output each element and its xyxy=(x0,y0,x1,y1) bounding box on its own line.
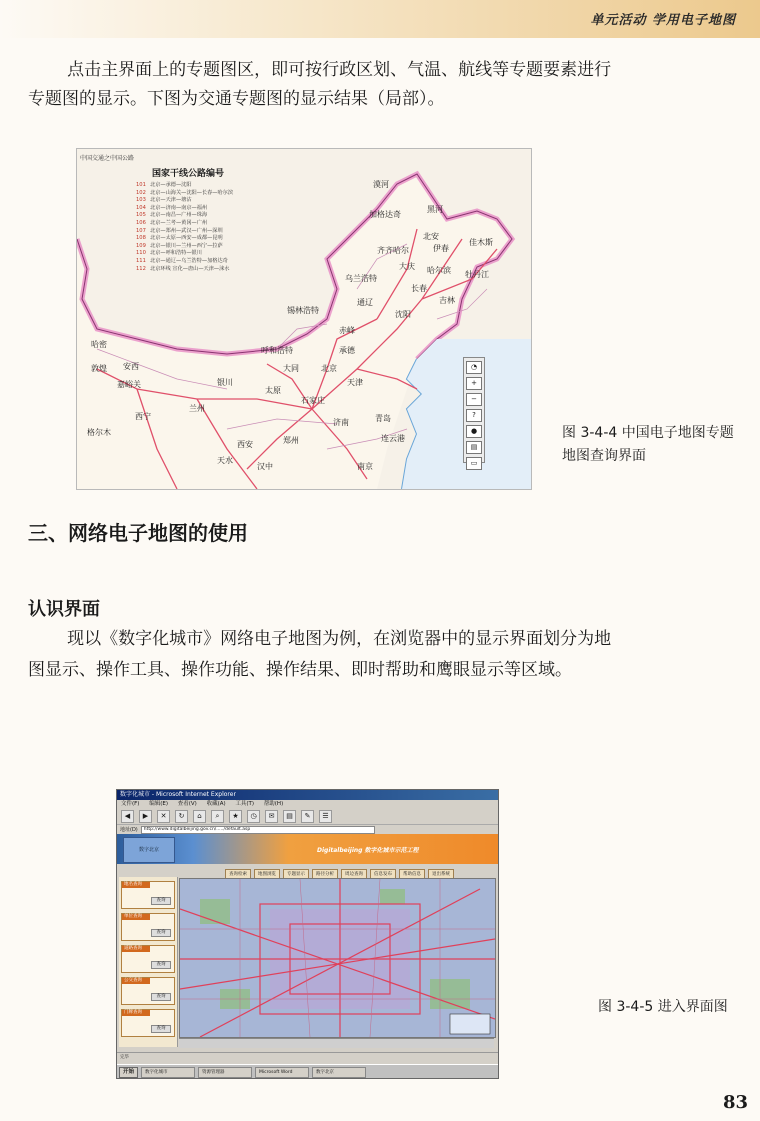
window-title: 数字化城市 - Microsoft Internet Explorer xyxy=(117,790,498,800)
legend-row: 103 北京—天津—塘沽 xyxy=(136,197,192,204)
city-label: 沈阳 xyxy=(395,310,411,319)
city-label: 安西 xyxy=(123,362,139,371)
tab-query[interactable]: 查询检索 xyxy=(225,869,251,879)
query-button[interactable]: 查询 xyxy=(151,929,171,937)
legend-row: 104 北京—济南—南京—福州 xyxy=(136,204,208,211)
menu-item[interactable]: 工具(T) xyxy=(235,801,255,807)
panel-head: 地名查询 xyxy=(122,882,150,888)
city-label: 漠河 xyxy=(373,180,389,189)
legend-source: 中国交通之中国公路 xyxy=(80,155,135,162)
legend-row: 110 北京—呼和浩特—银川 xyxy=(136,250,202,257)
city-label: 佳木斯 xyxy=(469,238,493,247)
city-label: 承德 xyxy=(339,346,355,355)
legend-row: 112 北京环线 宣化—唐山—天津—涞水 xyxy=(136,265,230,272)
panel-head: 公交查询 xyxy=(122,978,150,984)
legend-row: 102 北京—山海关—沈阳—长春—哈尔滨 xyxy=(136,189,234,196)
body-paragraph: 现以《数字化城市》网络电子地图为例，在浏览器中的显示界面划分为地图显示、操作工具、操作功能、操作结果、即时帮助和鹰眼显示等区域。 xyxy=(28,629,612,680)
legend-title: 国家干线公路编号 xyxy=(152,169,225,179)
start-button[interactable]: 开始 xyxy=(119,1067,138,1078)
menu-item[interactable]: 查看(V) xyxy=(177,801,197,807)
tab-browse[interactable]: 地图浏览 xyxy=(254,869,280,879)
menu-item[interactable]: 文件(F) xyxy=(121,801,140,807)
browser-toolbar xyxy=(117,808,498,825)
city-label: 西安 xyxy=(237,440,253,449)
zoom-out-icon[interactable]: − xyxy=(466,393,482,406)
green-area xyxy=(200,899,230,924)
legend-row: 105 北京—南昌—广州—珠海 xyxy=(136,212,208,219)
favorites-button[interactable]: ★ xyxy=(229,810,242,823)
city-label: 石家庄 xyxy=(301,396,325,405)
city-label: 天水 xyxy=(217,456,233,465)
panel-head: 单位查询 xyxy=(122,914,150,920)
city-label: 哈密 xyxy=(91,340,107,349)
menu-item[interactable]: 编辑(E) xyxy=(149,801,168,807)
search-button[interactable]: ⌕ xyxy=(211,810,224,823)
city-label: 齐齐哈尔 xyxy=(377,246,409,255)
city-label: 格尔木 xyxy=(87,428,111,437)
china-traffic-map xyxy=(76,148,532,490)
tab-thematic[interactable]: 专题显示 xyxy=(283,869,309,879)
legend-list xyxy=(80,182,270,273)
taskbar-item[interactable]: 资源管理器 xyxy=(198,1067,252,1078)
query-button[interactable]: 查询 xyxy=(151,961,171,969)
green-area xyxy=(430,979,470,1009)
city-label: 嘉峪关 xyxy=(117,380,141,389)
operation-toolbar[interactable] xyxy=(179,1038,494,1048)
eagle-eye-view xyxy=(450,1014,490,1034)
tab-exit[interactable]: 退出系统 xyxy=(428,869,454,879)
stop-button[interactable]: ✕ xyxy=(157,810,170,823)
city-label: 大庆 xyxy=(399,262,415,271)
city-label: 兰州 xyxy=(189,404,205,413)
panel-head: 门牌查询 xyxy=(122,1010,150,1016)
city-label: 敦煌 xyxy=(91,364,107,373)
mail-button[interactable]: ✉ xyxy=(265,810,278,823)
browser-screenshot xyxy=(116,789,499,1079)
city-label: 乌兰浩特 xyxy=(345,274,377,283)
page-number: 83 xyxy=(722,1092,748,1113)
city-label: 牡丹江 xyxy=(465,270,489,279)
city-map-view[interactable] xyxy=(179,878,496,1038)
city-label: 太原 xyxy=(265,386,281,395)
site-banner xyxy=(117,834,498,864)
figure1-caption: 图 3-4-4 中国电子地图专题地图查询界面 xyxy=(562,425,734,464)
print-button[interactable]: ▤ xyxy=(283,810,296,823)
city-label: 青岛 xyxy=(375,414,391,423)
intro-paragraph: 点击主界面上的专题图区，即可按行政区划、气温、航线等专题要素进行专题图的显示。下图为交通专题图的显示结果（局部）。 xyxy=(28,60,612,109)
legend-row: 101 北京—承德—沈阳 xyxy=(136,182,192,188)
city-label: 济南 xyxy=(333,418,349,427)
map-legend xyxy=(80,153,270,273)
address-input[interactable]: http://www.digitalbeijing.gov.cn/...../default.asp xyxy=(141,826,375,834)
city-label: 锡林浩特 xyxy=(287,306,319,315)
figure2-caption: 图 3-4-5 进入界面图 xyxy=(598,999,728,1015)
city-label: 加格达奇 xyxy=(369,210,401,219)
city-label: 长春 xyxy=(411,284,427,293)
legend-row: 106 北京—兰考—黄冈—广州 xyxy=(136,219,208,226)
query-block xyxy=(121,913,175,941)
taskbar-item[interactable]: 数字化城市 xyxy=(141,1067,195,1078)
status-bar: 完毕 xyxy=(117,1052,499,1062)
address-bar xyxy=(117,825,498,834)
city-label: 南京 xyxy=(357,462,373,471)
zoom-in-icon[interactable]: + xyxy=(466,377,482,390)
menu-item[interactable]: 帮助(H) xyxy=(263,801,284,807)
query-button[interactable]: 查询 xyxy=(151,897,171,905)
home-button[interactable]: ⌂ xyxy=(193,810,206,823)
city-label: 汉中 xyxy=(257,462,273,471)
taskbar xyxy=(117,1064,499,1079)
city-label: 银川 xyxy=(217,378,233,387)
menu-bar xyxy=(117,800,498,808)
tab-nearby[interactable]: 周边查询 xyxy=(341,869,367,879)
city-label: 伊春 xyxy=(433,244,449,253)
city-label: 天津 xyxy=(347,378,363,387)
city-label: 呼和浩特 xyxy=(261,346,293,355)
legend-row: 109 北京—银川—兰州—西宁—拉萨 xyxy=(136,242,223,249)
city-label: 大同 xyxy=(283,364,299,373)
city-label: 黑河 xyxy=(427,205,443,214)
legend-row: 108 北京—太原—西安—成都—昆明 xyxy=(136,235,223,242)
site-logo[interactable]: 数字北京 xyxy=(123,837,175,863)
running-header: 单元活动 学用电子地图 xyxy=(590,13,736,28)
green-area xyxy=(380,889,405,904)
back-button[interactable]: ◀ xyxy=(121,810,134,823)
query-button[interactable]: 查询 xyxy=(151,1025,171,1033)
legend-row: 111 北京—通辽—乌兰浩特—加格达奇 xyxy=(136,257,228,264)
city-label: 北京 xyxy=(321,364,337,373)
tab-publish[interactable]: 信息发布 xyxy=(370,869,396,879)
query-block xyxy=(121,977,175,1005)
query-block xyxy=(121,945,175,973)
pie-chart-icon[interactable]: ◔ xyxy=(466,361,482,374)
address-label: 地址(D) xyxy=(120,827,138,833)
map-toolbar xyxy=(463,357,485,467)
forward-button[interactable]: ▶ xyxy=(139,810,152,823)
city-map-drawing xyxy=(180,879,495,1037)
tab-route[interactable]: 路径分析 xyxy=(312,869,338,879)
section-title: 三、网络电子地图的使用 xyxy=(28,521,248,545)
exit-icon[interactable]: ▭ xyxy=(466,457,482,470)
city-label: 西宁 xyxy=(135,412,151,421)
taskbar-item[interactable]: Microsoft Word xyxy=(255,1067,309,1078)
city-label: 赤峰 xyxy=(339,326,355,335)
panel-head: 道路查询 xyxy=(122,946,150,952)
city-label: 哈尔滨 xyxy=(427,266,451,275)
operation-panel xyxy=(119,877,178,1047)
history-button[interactable]: ◷ xyxy=(247,810,260,823)
taskbar-item[interactable]: 数字北京 xyxy=(312,1067,366,1078)
info-icon[interactable]: ● xyxy=(466,425,482,438)
menu-item[interactable]: 收藏(A) xyxy=(206,801,226,807)
city-label: 连云港 xyxy=(381,434,405,443)
banner-title: Digitalbeijing 数字化城市示范工程 xyxy=(317,847,419,854)
city-label: 吉林 xyxy=(439,296,455,305)
query-block xyxy=(121,881,175,909)
query-icon[interactable]: ? xyxy=(466,409,482,422)
query-button[interactable]: 查询 xyxy=(151,993,171,1001)
refresh-button[interactable]: ↻ xyxy=(175,810,188,823)
discuss-button[interactable]: ☰ xyxy=(319,810,332,823)
city-label: 郑州 xyxy=(283,436,299,445)
city-label: 北安 xyxy=(423,232,439,241)
city-label: 通辽 xyxy=(357,298,373,307)
legend-row: 107 北京—郑州—武汉—广州—深圳 xyxy=(136,227,223,234)
edit-button[interactable]: ✎ xyxy=(301,810,314,823)
tab-help[interactable]: 帮助信息 xyxy=(399,869,425,879)
query-block xyxy=(121,1009,175,1037)
print-icon[interactable]: ▤ xyxy=(466,441,482,454)
subheading: 认识界面 xyxy=(28,599,100,620)
